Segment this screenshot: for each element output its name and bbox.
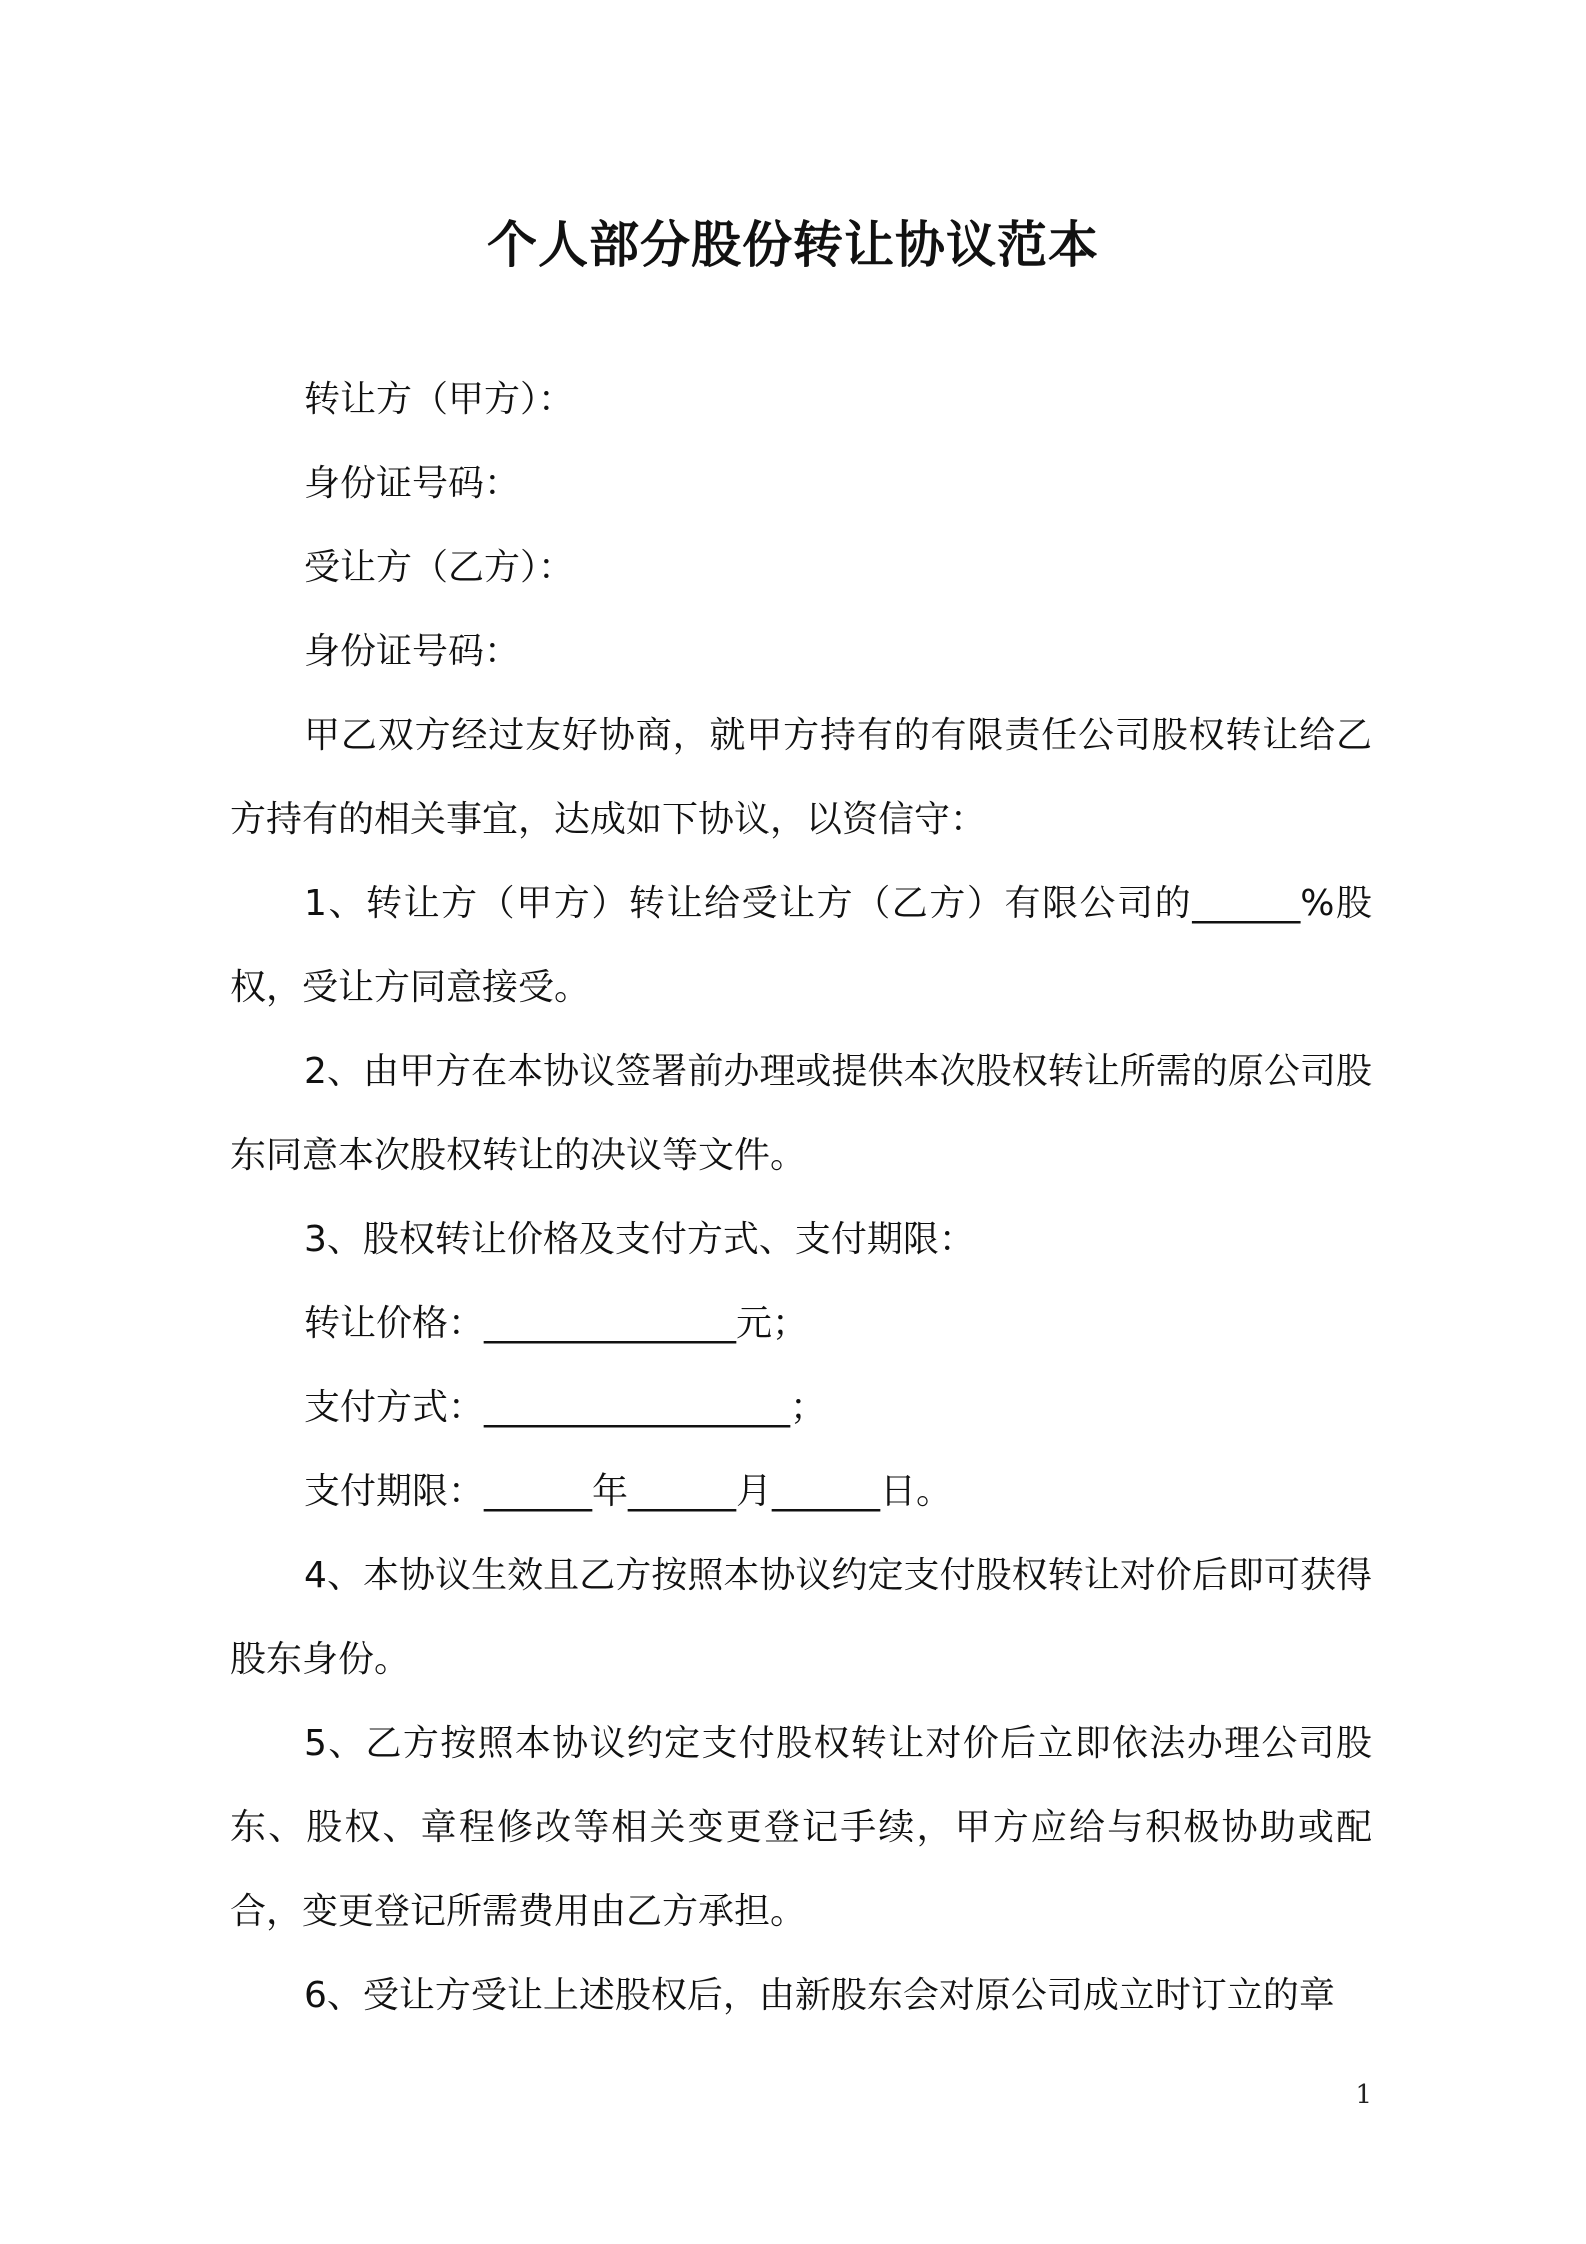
transferor-id-line: 身份证号码： (304, 463, 521, 504)
page-number: 1 (1355, 2080, 1372, 2110)
clause-4: 4、本协议生效且乙方按照本协议约定支付股权转让对价后即可获得股东身份。 (230, 1555, 1372, 1680)
intro-paragraph: 甲乙双方经过友好协商，就甲方持有的有限责任公司股权转让给乙方持有的相关事宜，达成如下协议，以资信守： (230, 715, 1372, 840)
payment-deadline-line: 支付期限：______年______月______日。 (304, 1471, 953, 1512)
clause-3: 3、股权转让价格及支付方式、支付期限： (304, 1219, 975, 1260)
clause-2: 2、由甲方在本协议签署前办理或提供本次股权转让所需的原公司股东同意本次股权转让的决议等文件。 (230, 1051, 1372, 1176)
transferor-line: 转让方（甲方）： (304, 379, 575, 420)
payment-method-line: 支付方式：_________________； (304, 1387, 827, 1428)
price-line: 转让价格：______________元； (304, 1303, 809, 1344)
clause-5: 5、乙方按照本协议约定支付股权转让对价后立即依法办理公司股东、股权、章程修改等相关变更登记手续，甲方应给与积极协助或配合，变更登记所需费用由乙方承担。 (230, 1723, 1372, 1932)
clause-6: 6、受让方受让上述股权后，由新股东会对原公司成立时订立的章 (304, 1975, 1335, 2016)
document-title: 个人部分股份转让协议范本 (487, 216, 1099, 274)
transferee-line: 受让方（乙方）： (304, 547, 575, 588)
transferee-id-line: 身份证号码： (304, 631, 521, 672)
clause-1: 1、转让方（甲方）转让给受让方（乙方）有限公司的______%股权，受让方同意接受。 (230, 883, 1372, 1008)
document-body (230, 358, 1372, 2038)
